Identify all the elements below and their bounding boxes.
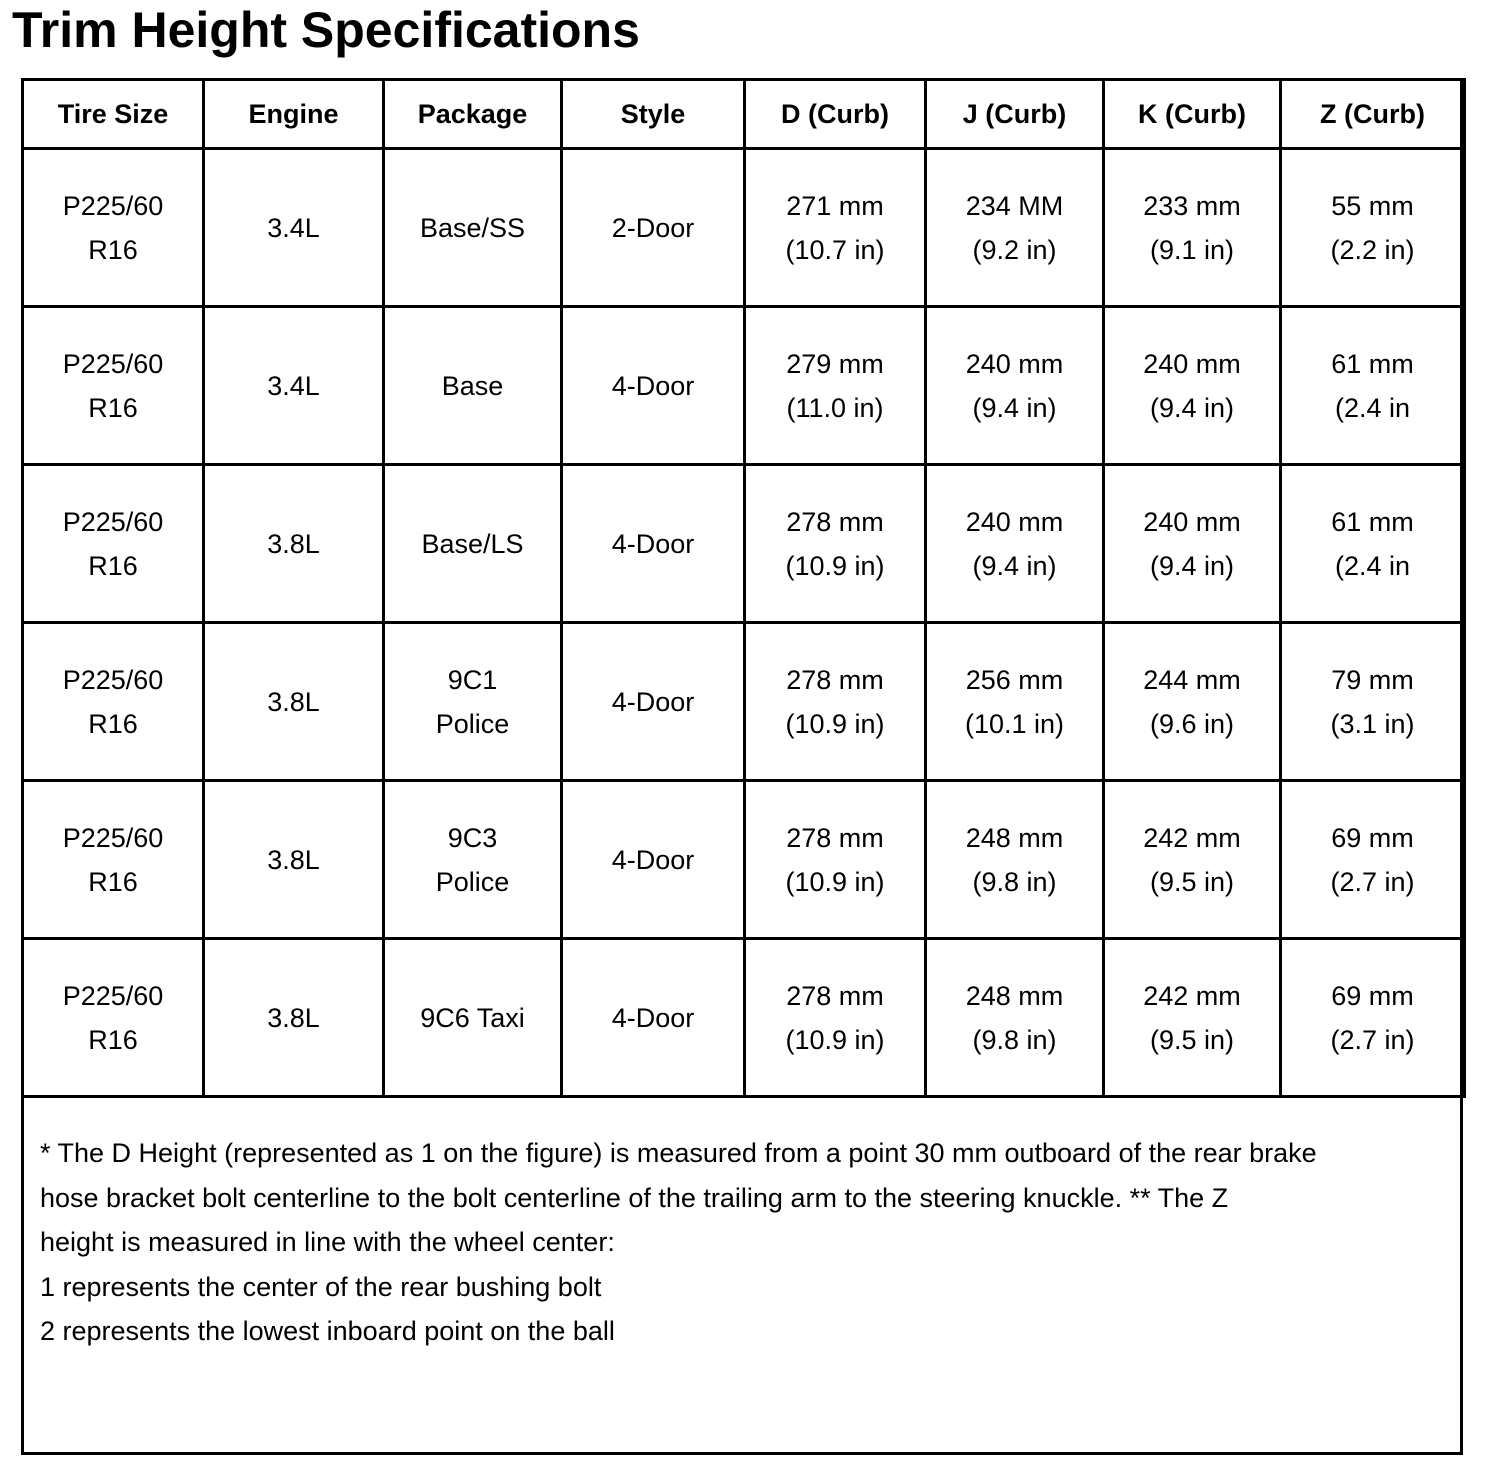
j-curb-cell: 240 mm (9.4 in) (926, 465, 1104, 623)
table-row (23, 149, 1465, 307)
note-line: 2 represents the lowest inboard point on the ball (40, 1316, 615, 1346)
d-curb-cell: 279 mm (11.0 in) (745, 307, 926, 465)
style-cell: 4-Door (562, 465, 745, 623)
style-cell: 4-Door (562, 781, 745, 939)
z-curb-cell: 55 mm (2.2 in) (1281, 149, 1465, 307)
note-line: hose bracket bolt centerline to the bolt centerline of the trailing arm to the steering knuckle. ** The Z (40, 1182, 1229, 1213)
k-curb-cell: 240 mm (9.4 in) (1104, 307, 1281, 465)
table-header-row (23, 80, 1465, 149)
k-curb-cell: 233 mm (9.1 in) (1104, 149, 1281, 307)
notes-section (40, 1131, 1420, 1354)
d-curb-cell: 278 mm (10.9 in) (745, 939, 926, 1097)
trim-height-table (21, 78, 1466, 1098)
header-engine: Engine (204, 80, 384, 149)
k-curb-cell: 242 mm (9.5 in) (1104, 939, 1281, 1097)
tire-size-cell: P225/60 R16 (23, 465, 204, 623)
d-curb-cell: 278 mm (10.9 in) (745, 781, 926, 939)
note-line: height is measured in line with the wheel center: (40, 1227, 615, 1257)
style-cell: 4-Door (562, 939, 745, 1097)
engine-cell: 3.4L (204, 149, 384, 307)
table-row (23, 465, 1465, 623)
j-curb-cell: 248 mm (9.8 in) (926, 939, 1104, 1097)
d-curb-cell: 278 mm (10.9 in) (745, 465, 926, 623)
j-curb-cell: 234 MM (9.2 in) (926, 149, 1104, 307)
table-row (23, 939, 1465, 1097)
z-curb-cell: 69 mm (2.7 in) (1281, 781, 1465, 939)
j-curb-cell: 256 mm (10.1 in) (926, 623, 1104, 781)
j-curb-cell: 240 mm (9.4 in) (926, 307, 1104, 465)
header-d-curb: D (Curb) (745, 80, 926, 149)
style-cell: 4-Door (562, 307, 745, 465)
header-style: Style (562, 80, 745, 149)
package-cell: Base (384, 307, 562, 465)
j-curb-cell: 248 mm (9.8 in) (926, 781, 1104, 939)
z-curb-cell: 79 mm (3.1 in) (1281, 623, 1465, 781)
k-curb-cell: 244 mm (9.6 in) (1104, 623, 1281, 781)
engine-cell: 3.8L (204, 781, 384, 939)
d-curb-cell: 271 mm (10.7 in) (745, 149, 926, 307)
table-row (23, 781, 1465, 939)
table-row (23, 307, 1465, 465)
package-cell: 9C6 Taxi (384, 939, 562, 1097)
package-cell: Base/LS (384, 465, 562, 623)
k-curb-cell: 240 mm (9.4 in) (1104, 465, 1281, 623)
tire-size-cell: P225/60 R16 (23, 307, 204, 465)
z-curb-cell: 61 mm (2.4 in (1281, 307, 1465, 465)
header-z-curb: Z (Curb) (1281, 80, 1465, 149)
header-k-curb: K (Curb) (1104, 80, 1281, 149)
package-cell: 9C3 Police (384, 781, 562, 939)
package-cell: Base/SS (384, 149, 562, 307)
page-title: Trim Height Specifications (12, 2, 640, 58)
header-j-curb: J (Curb) (926, 80, 1104, 149)
engine-cell: 3.8L (204, 623, 384, 781)
style-cell: 2-Door (562, 149, 745, 307)
engine-cell: 3.8L (204, 939, 384, 1097)
engine-cell: 3.8L (204, 465, 384, 623)
k-curb-cell: 242 mm (9.5 in) (1104, 781, 1281, 939)
tire-size-cell: P225/60 R16 (23, 149, 204, 307)
z-curb-cell: 69 mm (2.7 in) (1281, 939, 1465, 1097)
table-row (23, 623, 1465, 781)
tire-size-cell: P225/60 R16 (23, 939, 204, 1097)
note-line: 1 represents the center of the rear bushing bolt (40, 1271, 602, 1302)
note-line: * The D Height (represented as 1 on the figure) is measured from a point 30 mm outboard of the rear brake (40, 1138, 1317, 1168)
header-package: Package (384, 80, 562, 149)
package-cell: 9C1 Police (384, 623, 562, 781)
header-tire-size: Tire Size (23, 80, 204, 149)
engine-cell: 3.4L (204, 307, 384, 465)
tire-size-cell: P225/60 R16 (23, 623, 204, 781)
z-curb-cell: 61 mm (2.4 in (1281, 465, 1465, 623)
style-cell: 4-Door (562, 623, 745, 781)
d-curb-cell: 278 mm (10.9 in) (745, 623, 926, 781)
tire-size-cell: P225/60 R16 (23, 781, 204, 939)
